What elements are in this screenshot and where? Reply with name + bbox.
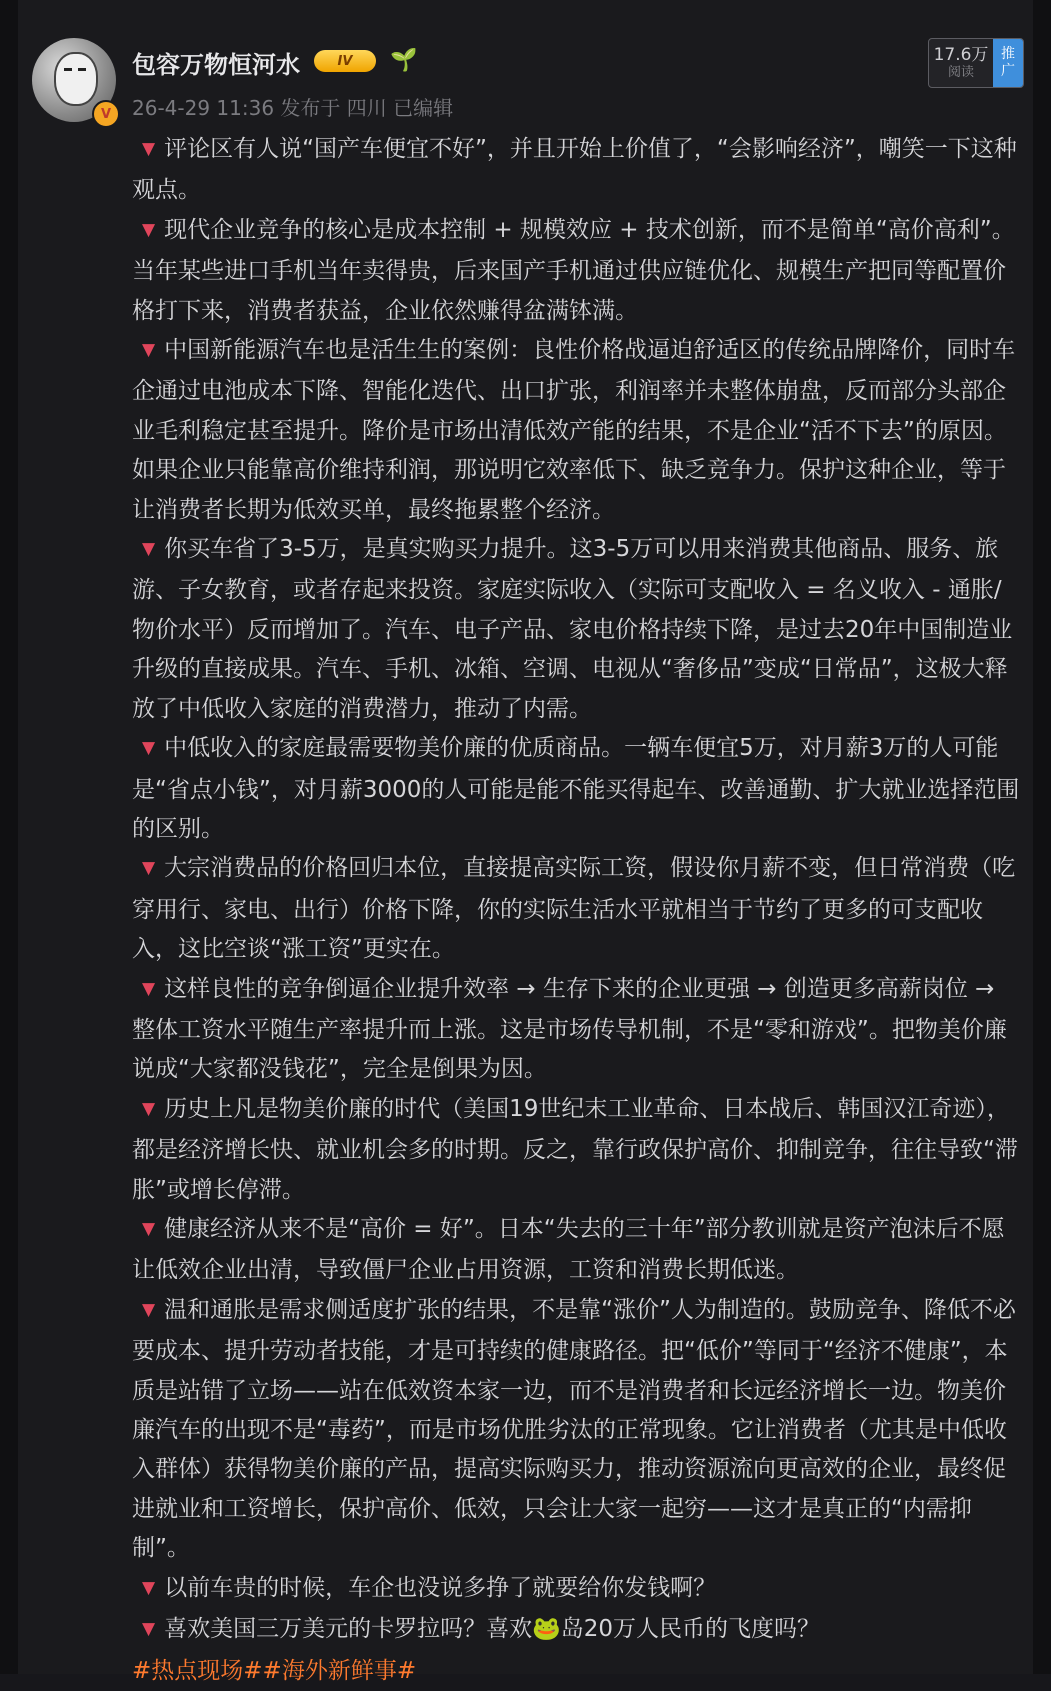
triangle-down-icon: ▼ [142, 1619, 156, 1640]
triangle-down-icon: ▼ [142, 738, 156, 759]
read-count: 17.6万 [933, 45, 989, 65]
triangle-down-icon: ▼ [142, 1577, 156, 1598]
triangle-down-icon: ▼ [142, 539, 156, 560]
triangle-down-icon: ▼ [142, 858, 156, 879]
paragraph: ▼ 中低收入的家庭最需要物美价廉的优质商品。一辆车便宜5万，对月薪3万的人可能是“省点小钱”，对月薪3000的人可能是能不能买得起车、改善通勤、扩大就业选择范围的区别。 [132, 735, 1020, 842]
crown-icon[interactable] [314, 50, 376, 72]
paragraph: ▼ 历史上凡是物美价廉的时代（美国19世纪末工业革命、日本战后、韩国汉江奇迹），都是经济增长快、就业机会多的时期。反之，靠行政保护高价、抑制竞争，往往导致“滞胀”或增长停滞。 [132, 1095, 1018, 1203]
edited-label[interactable]: 已编辑 [393, 96, 454, 120]
paragraph: ▼ 你买车省了3-5万，是真实购买力提升。这3-5万可以用来消费其他商品、服务、旅游、子女教育，或者存起来投资。家庭实际收入（实际可支配收入 = 名义收入 - 通胀/物价水平）反而增加了。汽车、电子产品、家电价格持续下降，是过去20年中国制造业升级的直接成果。汽车、手机、冰箱、空调、电视从“奢侈品”变成“日常品”，这极大释放了中低收入家庭的消费潜力，推动了内需。 [132, 536, 1013, 722]
right-edge [1033, 0, 1051, 1674]
read-count-box[interactable] [928, 38, 1024, 88]
read-label: 阅读 [947, 65, 974, 80]
paragraph: ▼ 以前车贵的时候，车企也没说多挣了就要给你发钱啊？ [142, 1574, 717, 1601]
paragraph: ▼ 健康经济从来不是“高价 = 好”。日本“失去的三十年”部分教训就是资产泡沫后不愿让低效企业出清，导致僵尸企业占用资源，工资和消费长期低迷。 [132, 1215, 1005, 1284]
frog-emoji-icon: 🐸 [532, 1616, 561, 1643]
paragraph: ▼ 现代企业竞争的核心是成本控制 + 规模效应 + 技术创新，而不是简单“高价高利”。当年某些进口手机当年卖得贵，后来国产手机通过供应链优化、规模生产把同等配置价格打下来，消费者获益，企业依然赚得盆满钵满。 [132, 216, 1015, 324]
triangle-down-icon: ▼ [142, 1098, 156, 1119]
triangle-down-icon: ▼ [142, 340, 156, 361]
left-edge [0, 0, 18, 1674]
paragraph: ▼ 喜欢美国三万美元的卡罗拉吗？喜欢🐸岛20万人民币的飞度吗？ [142, 1616, 820, 1643]
level-badge: IV [337, 53, 353, 69]
paragraph: ▼ 温和通胀是需求侧适度扩张的结果，不是靠“涨价”人为制造的。鼓励竞争、降低不必要成本、提升劳动者技能，才是可持续的健康路径。把“低价”等同于“经济不健康”，本质是站错了立场——站在低效资本家一边，而不是消费者和长远经济增长一边。物美价廉汽车的出现不是“毒药”，而是市场优胜劣汰的正常现象。它让消费者（尤其是中低收入群体）获得物美价廉的产品，提高实际购买力，推动资源流向更高效的企业，最终促进就业和工资增长，保护高价、低效，只会让大家一起穷——这才是真正的“内需抑制”。 [132, 1296, 1016, 1562]
triangle-down-icon: ▼ [142, 139, 156, 159]
triangle-down-icon: ▼ [142, 219, 156, 240]
post-location: 发布于 四川 [280, 96, 387, 120]
post-meta [132, 92, 453, 121]
triangle-down-icon: ▼ [142, 978, 156, 999]
paragraph: ▼ 评论区有人说“国产车便宜不好”，并且开始上价值了，“会影响经济”，嘲笑一下这种观点。 [132, 136, 1017, 204]
post-body [132, 130, 1024, 1691]
triangle-down-icon: ▼ [142, 1218, 156, 1239]
promote-button[interactable]: 推广 [993, 39, 1023, 87]
paragraph: ▼ 大宗消费品的价格回归本位，直接提高实际工资，假设你月薪不变，但日常消费（吃穿用行、家电、出行）价格下降，你的实际生活水平就相当于节约了更多的可支配收入，这比空谈“涨工资”更实在。 [132, 855, 1016, 963]
paragraph: ▼ 这样良性的竞争倒逼企业提升效率 → 生存下来的企业更强 → 创造更多高薪岗位 → 整体工资水平随生产率提升而上涨。这是市场传导机制，不是“零和游戏”。把物美价廉说成“大家都没钱花”，完全是倒果为因。 [132, 975, 1007, 1083]
verified-icon: V [92, 100, 120, 128]
hashtags[interactable]: #热点现场##海外新鲜事# [132, 1658, 417, 1685]
author-name[interactable]: 包容万物恒河水 [132, 51, 300, 79]
sprout-icon[interactable]: 🌱 [390, 48, 418, 73]
paragraph: ▼ 中国新能源汽车也是活生生的案例：良性价格战逼迫舒适区的传统品牌降价，同时车企通过电池成本下降、智能化迭代、出口扩张，利润率并未整体崩盘，反而部分头部企业毛利稳定甚至提升。降价是市场出清低效产能的结果，不是企业“活不下去”的原因。如果企业只能靠高价维持利润，那说明它效率低下、缺乏竞争力。保护这种企业，等于让消费者长期为低效买单，最终拖累整个经济。 [132, 337, 1016, 523]
post-time[interactable]: 26-4-29 11:36 [132, 96, 275, 120]
avatar-icon [54, 52, 98, 106]
triangle-down-icon: ▼ [142, 1299, 156, 1320]
